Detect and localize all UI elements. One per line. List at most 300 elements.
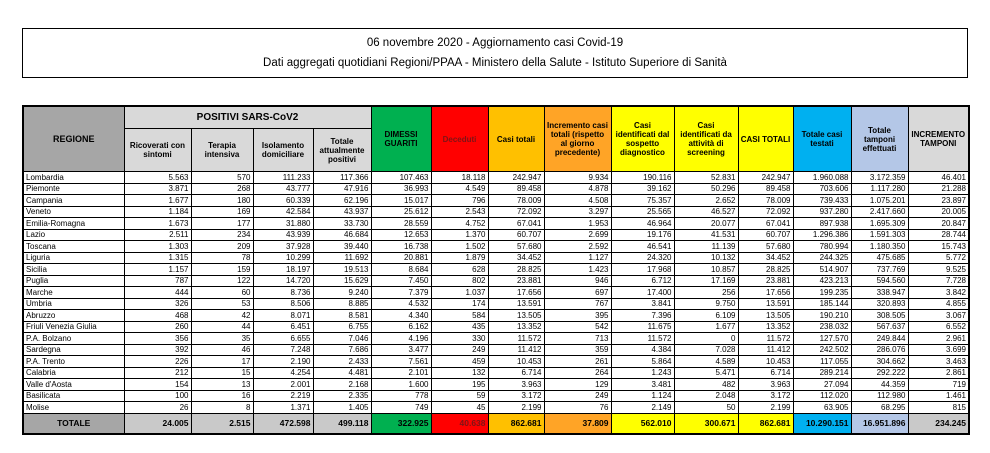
value-cell: 43.937 (313, 206, 371, 218)
header-dimessi-guariti: DIMESSI GUARITI (371, 106, 431, 172)
region-label: Molise (23, 402, 124, 414)
value-cell: 159 (191, 264, 253, 276)
region-label: Marche (23, 287, 124, 299)
value-cell: 57.680 (738, 241, 793, 253)
report-date-title: 06 novembre 2020 - Aggiornamento casi Covid-19 (366, 37, 624, 49)
value-cell: 52.831 (674, 172, 738, 184)
value-cell: 36.993 (371, 183, 431, 195)
value-cell: 2.199 (738, 402, 793, 414)
value-cell: 482 (674, 379, 738, 391)
value-cell: 2.199 (488, 402, 544, 414)
value-cell: 2.190 (253, 356, 313, 368)
value-cell: 11.572 (738, 333, 793, 345)
value-cell: 23.881 (738, 275, 793, 287)
value-cell: 10.453 (488, 356, 544, 368)
value-cell: 7.450 (371, 275, 431, 287)
value-cell: 23.897 (908, 195, 969, 207)
value-cell: 304.662 (851, 356, 908, 368)
value-cell: 5.563 (124, 172, 191, 184)
header-sospetto-diagnostico: Casi identificati dal sospetto diagnostico (611, 106, 674, 172)
region-label: Friuli Venezia Giulia (23, 321, 124, 333)
value-cell: 50 (674, 402, 738, 414)
table-row (23, 172, 969, 184)
value-cell: 2.861 (908, 367, 969, 379)
value-cell: 4.549 (431, 183, 488, 195)
value-cell: 7.396 (611, 310, 674, 322)
value-cell: 117.055 (793, 356, 851, 368)
value-cell: 1.117.280 (851, 183, 908, 195)
region-label: P.A. Bolzano (23, 333, 124, 345)
value-cell: 1.695.309 (851, 218, 908, 230)
value-cell: 242.947 (738, 172, 793, 184)
value-cell: 468 (124, 310, 191, 322)
header-casi-totali-maiuscolo: CASI TOTALI (738, 106, 793, 172)
value-cell: 395 (544, 310, 611, 322)
value-cell: 68.295 (851, 402, 908, 414)
value-cell: 10.857 (674, 264, 738, 276)
value-cell: 4.508 (544, 195, 611, 207)
value-cell: 3.297 (544, 206, 611, 218)
value-cell: 3.172 (738, 390, 793, 402)
value-cell: 4.254 (253, 367, 313, 379)
value-cell: 6.451 (253, 321, 313, 333)
region-label: Emilia-Romagna (23, 218, 124, 230)
region-label: Piemonte (23, 183, 124, 195)
value-cell: 1.502 (431, 241, 488, 253)
table-row (23, 241, 969, 253)
value-cell: 13.505 (488, 310, 544, 322)
value-cell: 330 (431, 333, 488, 345)
value-cell: 713 (544, 333, 611, 345)
value-cell: 17 (191, 356, 253, 368)
value-cell: 195 (431, 379, 488, 391)
value-cell: 5.471 (674, 367, 738, 379)
value-cell: 815 (908, 402, 969, 414)
value-cell: 9.934 (544, 172, 611, 184)
totale-label: TOTALE (23, 413, 124, 434)
value-cell: 20.005 (908, 206, 969, 218)
region-label: Valle d'Aosta (23, 379, 124, 391)
value-cell: 8 (191, 402, 253, 414)
value-cell: 3.963 (488, 379, 544, 391)
value-cell: 8.736 (253, 287, 313, 299)
value-cell: 1.423 (544, 264, 611, 276)
value-cell: 234 (191, 229, 253, 241)
totale-value-cell: 862.681 (488, 413, 544, 434)
totale-value-cell: 562.010 (611, 413, 674, 434)
value-cell: 6.655 (253, 333, 313, 345)
value-cell: 17.656 (488, 287, 544, 299)
value-cell: 11.139 (674, 241, 738, 253)
totale-value-cell: 16.951.896 (851, 413, 908, 434)
totale-value-cell: 472.598 (253, 413, 313, 434)
value-cell: 3.871 (124, 183, 191, 195)
value-cell: 18.118 (431, 172, 488, 184)
value-cell: 1.370 (431, 229, 488, 241)
value-cell: 6.109 (674, 310, 738, 322)
value-cell: 226 (124, 356, 191, 368)
value-cell: 3.463 (908, 356, 969, 368)
value-cell: 45 (431, 402, 488, 414)
value-cell: 356 (124, 333, 191, 345)
value-cell: 264 (544, 367, 611, 379)
value-cell: 1.303 (124, 241, 191, 253)
value-cell: 17.169 (674, 275, 738, 287)
value-cell: 2.149 (611, 402, 674, 414)
value-cell: 4.196 (371, 333, 431, 345)
value-cell: 802 (431, 275, 488, 287)
subheader-isolamento-domiciliare: Isolamento domiciliare (253, 129, 313, 172)
value-cell: 132 (431, 367, 488, 379)
value-cell: 60 (191, 287, 253, 299)
value-cell: 13.591 (738, 298, 793, 310)
value-cell: 15.743 (908, 241, 969, 253)
value-cell: 42.584 (253, 206, 313, 218)
value-cell: 1.591.303 (851, 229, 908, 241)
value-cell: 27.094 (793, 379, 851, 391)
value-cell: 435 (431, 321, 488, 333)
value-cell: 3.963 (738, 379, 793, 391)
value-cell: 897.938 (793, 218, 851, 230)
region-label: Basilicata (23, 390, 124, 402)
region-label: Abruzzo (23, 310, 124, 322)
value-cell: 1.315 (124, 252, 191, 264)
value-cell: 2.048 (674, 390, 738, 402)
value-cell: 112.020 (793, 390, 851, 402)
value-cell: 0 (674, 333, 738, 345)
value-cell: 34.452 (488, 252, 544, 264)
value-cell: 7.248 (253, 344, 313, 356)
value-cell: 703.606 (793, 183, 851, 195)
value-cell: 268 (191, 183, 253, 195)
value-cell: 72.092 (738, 206, 793, 218)
region-label: Calabria (23, 367, 124, 379)
table-row (23, 287, 969, 299)
value-cell: 1.960.088 (793, 172, 851, 184)
value-cell: 18.197 (253, 264, 313, 276)
value-cell: 444 (124, 287, 191, 299)
value-cell: 326 (124, 298, 191, 310)
table-row (23, 275, 969, 287)
region-label: Veneto (23, 206, 124, 218)
value-cell: 1.677 (674, 321, 738, 333)
value-cell: 1.037 (431, 287, 488, 299)
value-cell: 1.296.386 (793, 229, 851, 241)
value-cell: 1.677 (124, 195, 191, 207)
value-cell: 15.629 (313, 275, 371, 287)
value-cell: 9.525 (908, 264, 969, 276)
value-cell: 50.296 (674, 183, 738, 195)
value-cell: 31.880 (253, 218, 313, 230)
value-cell: 122 (191, 275, 253, 287)
value-cell: 475.685 (851, 252, 908, 264)
value-cell: 10.299 (253, 252, 313, 264)
value-cell: 244.325 (793, 252, 851, 264)
value-cell: 6.714 (738, 367, 793, 379)
value-cell: 4.589 (674, 356, 738, 368)
value-cell: 628 (431, 264, 488, 276)
value-cell: 1.124 (611, 390, 674, 402)
value-cell: 260 (124, 321, 191, 333)
value-cell: 292.222 (851, 367, 908, 379)
totale-row (23, 413, 969, 434)
value-cell: 46.401 (908, 172, 969, 184)
value-cell: 3.477 (371, 344, 431, 356)
value-cell: 57.680 (488, 241, 544, 253)
value-cell: 13.505 (738, 310, 793, 322)
value-cell: 17.400 (611, 287, 674, 299)
value-cell: 89.458 (488, 183, 544, 195)
value-cell: 14.720 (253, 275, 313, 287)
header-casi-totali: Casi totali (488, 106, 544, 172)
value-cell: 2.335 (313, 390, 371, 402)
value-cell: 53 (191, 298, 253, 310)
value-cell: 10.453 (738, 356, 793, 368)
value-cell: 1.127 (544, 252, 611, 264)
value-cell: 35 (191, 333, 253, 345)
value-cell: 11.412 (738, 344, 793, 356)
table-row (23, 264, 969, 276)
value-cell: 359 (544, 344, 611, 356)
table-row (23, 183, 969, 195)
value-cell: 19.176 (611, 229, 674, 241)
value-cell: 6.714 (488, 367, 544, 379)
value-cell: 46.964 (611, 218, 674, 230)
value-cell: 2.652 (674, 195, 738, 207)
value-cell: 289.214 (793, 367, 851, 379)
value-cell: 28.559 (371, 218, 431, 230)
value-cell: 1.953 (544, 218, 611, 230)
value-cell: 4.752 (431, 218, 488, 230)
value-cell: 39.162 (611, 183, 674, 195)
value-cell: 28.825 (488, 264, 544, 276)
value-cell: 249 (544, 390, 611, 402)
value-cell: 7.028 (674, 344, 738, 356)
value-cell: 44.359 (851, 379, 908, 391)
value-cell: 78.009 (738, 195, 793, 207)
value-cell: 13 (191, 379, 253, 391)
value-cell: 13.352 (488, 321, 544, 333)
value-cell: 8.506 (253, 298, 313, 310)
report-source-subtitle: Dati aggregati quotidiani Regioni/PPAA - Ministero della Salute - Istituto Superiore di Sanità (263, 57, 727, 69)
value-cell: 1.157 (124, 264, 191, 276)
value-cell: 25.612 (371, 206, 431, 218)
table-row (23, 390, 969, 402)
value-cell: 46.541 (611, 241, 674, 253)
value-cell: 338.947 (851, 287, 908, 299)
value-cell: 127.570 (793, 333, 851, 345)
value-cell: 100 (124, 390, 191, 402)
value-cell: 12.653 (371, 229, 431, 241)
value-cell: 1.184 (124, 206, 191, 218)
subheader-totale-attualmente-positivi: Totale attualmente positivi (313, 129, 371, 172)
value-cell: 542 (544, 321, 611, 333)
value-cell: 76 (544, 402, 611, 414)
value-cell: 28.825 (738, 264, 793, 276)
value-cell: 46.527 (674, 206, 738, 218)
region-label: Sicilia (23, 264, 124, 276)
table-row (23, 195, 969, 207)
value-cell: 261 (544, 356, 611, 368)
region-label: Lazio (23, 229, 124, 241)
value-cell: 9.240 (313, 287, 371, 299)
value-cell: 2.417.660 (851, 206, 908, 218)
value-cell: 75.357 (611, 195, 674, 207)
value-cell: 7.379 (371, 287, 431, 299)
value-cell: 3.842 (908, 287, 969, 299)
value-cell: 28.744 (908, 229, 969, 241)
value-cell: 3.172 (488, 390, 544, 402)
value-cell: 2.543 (431, 206, 488, 218)
header-casi-testati: Totale casi testati (793, 106, 851, 172)
value-cell: 78 (191, 252, 253, 264)
table-row (23, 252, 969, 264)
value-cell: 1.600 (371, 379, 431, 391)
value-cell: 3.481 (611, 379, 674, 391)
value-cell: 4.340 (371, 310, 431, 322)
table-row (23, 379, 969, 391)
value-cell: 10.132 (674, 252, 738, 264)
value-cell: 2.101 (371, 367, 431, 379)
value-cell: 242.502 (793, 344, 851, 356)
value-cell: 1.405 (313, 402, 371, 414)
value-cell: 212 (124, 367, 191, 379)
value-cell: 67.041 (488, 218, 544, 230)
value-cell: 180 (191, 195, 253, 207)
table-row (23, 229, 969, 241)
value-cell: 594.560 (851, 275, 908, 287)
value-cell: 11.692 (313, 252, 371, 264)
value-cell: 60.707 (738, 229, 793, 241)
table-row (23, 206, 969, 218)
value-cell: 9.750 (674, 298, 738, 310)
value-cell: 392 (124, 344, 191, 356)
table-row (23, 367, 969, 379)
value-cell: 286.076 (851, 344, 908, 356)
value-cell: 190.116 (611, 172, 674, 184)
value-cell: 111.233 (253, 172, 313, 184)
value-cell: 719 (908, 379, 969, 391)
table-row (23, 356, 969, 368)
value-cell: 60.707 (488, 229, 544, 241)
value-cell: 780.994 (793, 241, 851, 253)
table-row (23, 218, 969, 230)
value-cell: 46 (191, 344, 253, 356)
value-cell: 117.366 (313, 172, 371, 184)
region-label: Campania (23, 195, 124, 207)
totale-value-cell: 234.245 (908, 413, 969, 434)
value-cell: 154 (124, 379, 191, 391)
value-cell: 3.172.359 (851, 172, 908, 184)
value-cell: 697 (544, 287, 611, 299)
value-cell: 63.905 (793, 402, 851, 414)
value-cell: 26 (124, 402, 191, 414)
value-cell: 190.210 (793, 310, 851, 322)
header-incremento-tamponi: INCREMENTO TAMPONI (908, 106, 969, 172)
value-cell: 8.581 (313, 310, 371, 322)
value-cell: 2.961 (908, 333, 969, 345)
value-cell: 7.561 (371, 356, 431, 368)
value-cell: 16.738 (371, 241, 431, 253)
value-cell: 78.009 (488, 195, 544, 207)
value-cell: 796 (431, 195, 488, 207)
value-cell: 62.196 (313, 195, 371, 207)
value-cell: 6.755 (313, 321, 371, 333)
value-cell: 44 (191, 321, 253, 333)
table-row (23, 321, 969, 333)
totale-value-cell: 40.638 (431, 413, 488, 434)
value-cell: 107.463 (371, 172, 431, 184)
value-cell: 946 (544, 275, 611, 287)
region-label: Puglia (23, 275, 124, 287)
value-cell: 41.531 (674, 229, 738, 241)
totale-value-cell: 300.671 (674, 413, 738, 434)
value-cell: 42 (191, 310, 253, 322)
value-cell: 25.565 (611, 206, 674, 218)
value-cell: 89.458 (738, 183, 793, 195)
value-cell: 16 (191, 390, 253, 402)
table-row (23, 310, 969, 322)
value-cell: 787 (124, 275, 191, 287)
value-cell: 60.339 (253, 195, 313, 207)
table-row (23, 344, 969, 356)
value-cell: 33.730 (313, 218, 371, 230)
totale-value-cell: 499.118 (313, 413, 371, 434)
table-row (23, 333, 969, 345)
value-cell: 43.777 (253, 183, 313, 195)
header-incremento-casi: Incremento casi totali (rispetto al giorno precedente) (544, 106, 611, 172)
totale-value-cell: 10.290.151 (793, 413, 851, 434)
value-cell: 11.675 (611, 321, 674, 333)
value-cell: 23.881 (488, 275, 544, 287)
header-deceduti: Deceduti (431, 106, 488, 172)
value-cell: 43.939 (253, 229, 313, 241)
value-cell: 7.686 (313, 344, 371, 356)
value-cell: 242.947 (488, 172, 544, 184)
value-cell: 584 (431, 310, 488, 322)
value-cell: 2.168 (313, 379, 371, 391)
value-cell: 6.552 (908, 321, 969, 333)
value-cell: 13.591 (488, 298, 544, 310)
value-cell: 1.243 (611, 367, 674, 379)
value-cell: 1.371 (253, 402, 313, 414)
value-cell: 2.511 (124, 229, 191, 241)
value-cell: 199.235 (793, 287, 851, 299)
value-cell: 37.928 (253, 241, 313, 253)
value-cell: 5.864 (611, 356, 674, 368)
value-cell: 39.440 (313, 241, 371, 253)
header-screening: Casi identificati da attività di screening (674, 106, 738, 172)
value-cell: 24.320 (611, 252, 674, 264)
value-cell: 778 (371, 390, 431, 402)
value-cell: 423.213 (793, 275, 851, 287)
value-cell: 4.481 (313, 367, 371, 379)
value-cell: 459 (431, 356, 488, 368)
value-cell: 1.461 (908, 390, 969, 402)
value-cell: 59 (431, 390, 488, 402)
value-cell: 2.433 (313, 356, 371, 368)
value-cell: 2.592 (544, 241, 611, 253)
value-cell: 47.916 (313, 183, 371, 195)
value-cell: 7.046 (313, 333, 371, 345)
value-cell: 8.885 (313, 298, 371, 310)
value-cell: 15.017 (371, 195, 431, 207)
report-header-box (22, 28, 968, 78)
value-cell: 1.879 (431, 252, 488, 264)
totale-value-cell: 2.515 (191, 413, 253, 434)
value-cell: 2.219 (253, 390, 313, 402)
totale-value-cell: 322.925 (371, 413, 431, 434)
